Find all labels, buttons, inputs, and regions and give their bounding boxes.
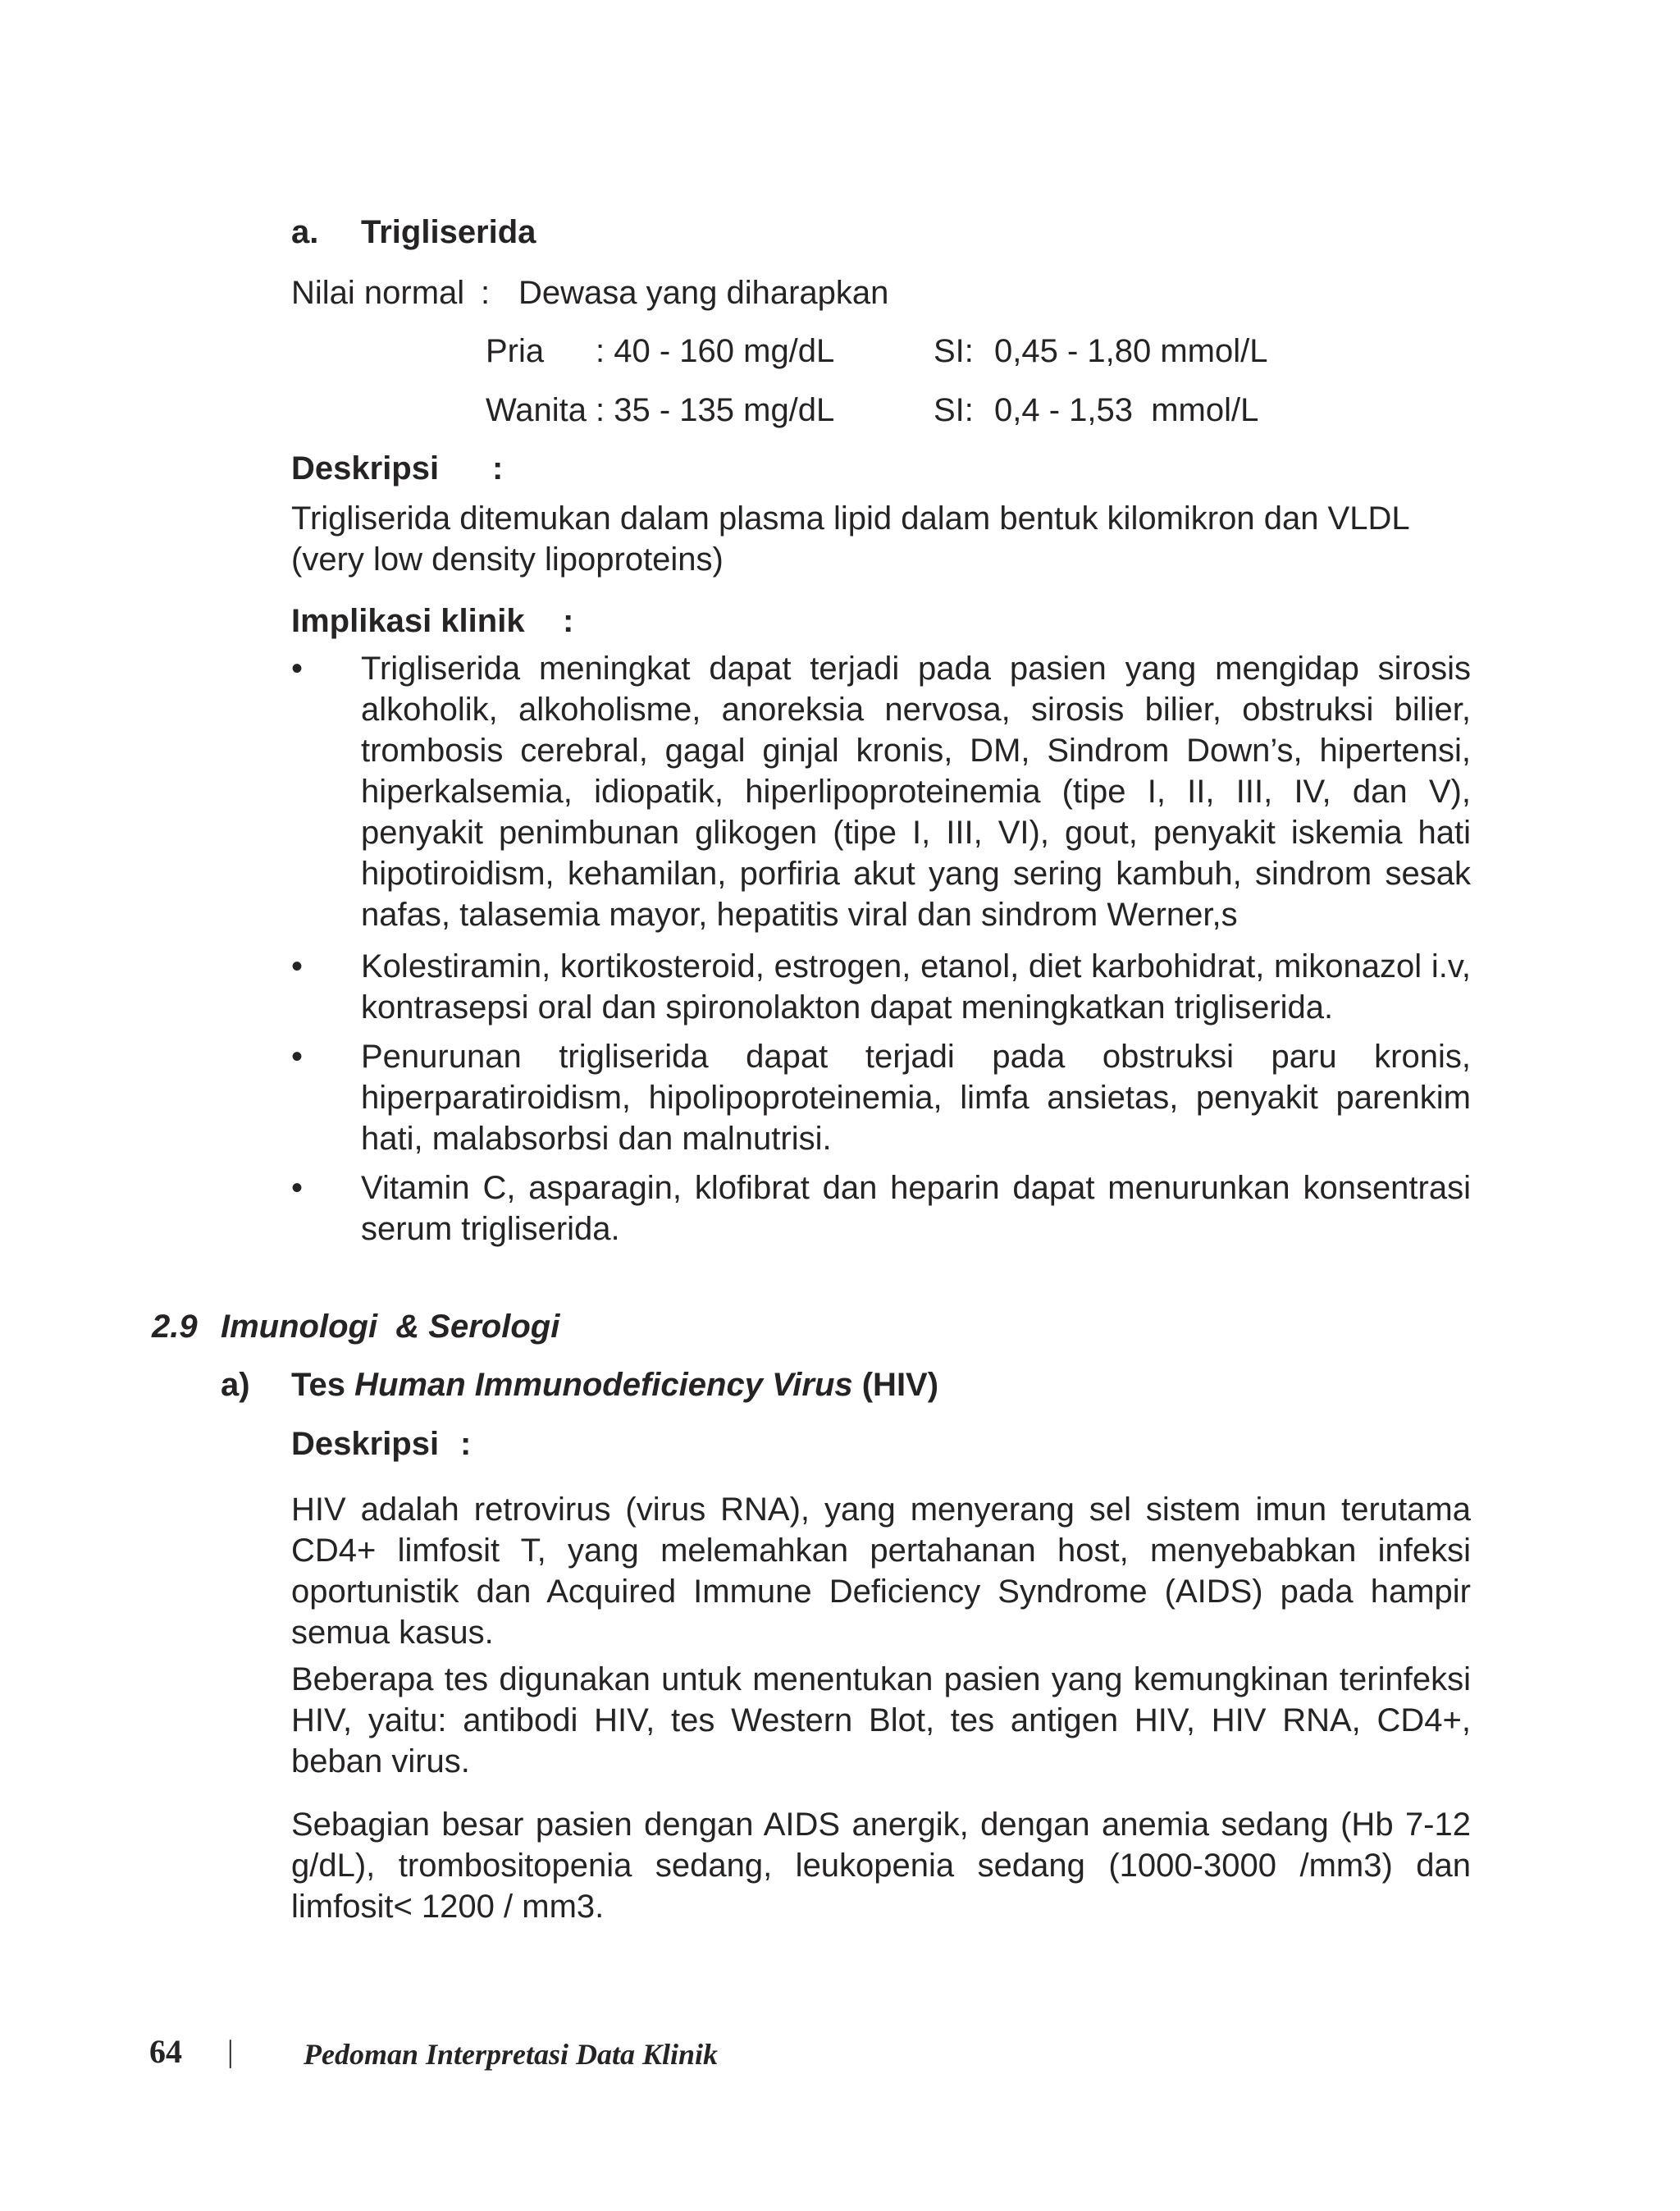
description-colon: : [492,450,504,487]
subsection-title-suffix: (HIV) [852,1367,939,1403]
section-a-title: Trigliserida [361,214,536,250]
bullet-icon: • [291,1170,304,1206]
page-number: 64 [149,2033,182,2070]
reference-row-pria [0,331,1680,372]
subsection-title [291,1364,938,1405]
reference-row-si-label: SI: [934,333,974,369]
description-heading: Deskripsi [291,450,440,487]
section-title: Imunologi & Serologi [221,1309,560,1345]
reference-row-si-value: 0,4 - 1,53 mmol/L [994,392,1259,428]
hiv-description-heading: Deskripsi [291,1426,440,1462]
reference-row-si-label: SI: [934,392,974,428]
bullet-item: Penurunan trigliserida dapat terjadi pada obstruksi paru kronis, hiperparatiroidism, hipolipoproteinemia, limfa ansietas, penyakit parenkim hati, malabsorbsi dan malnutrisi. [361,1039,1471,1157]
section-number: 2.9 [152,1309,198,1345]
subsection-title-italic: Human Immunodeficiency Virus [354,1367,853,1403]
bullet-item: Trigliserida meningkat dapat terjadi pada pasien yang mengidap sirosis alkoholik, alkoholisme, anoreksia nervosa, sirosis bilier, obstruksi bilier, trombosis cerebral, gagal ginjal kronis, DM, Sindrom Down’s, hipertensi, hiperkalsemia, idiopatik, hiperlipoproteinemia (tipe I, II, III, IV, dan V), penyakit penimbunan glikogen (tipe I, III, VI), gout, penyakit iskemia hati hipotiroidism, kehamilan, porfiria akut yang sering kambuh, sindrom sesak nafas, talasemia mayor, hepatitis viral dan sindrom Werner,s [361,651,1471,933]
reference-row-value: : 40 - 160 mg/dL [596,333,835,369]
reference-row-wanita [0,390,1680,431]
hiv-paragraph: Sebagian besar pasien dengan AIDS anergik, dengan anemia sedang (Hb 7-12 g/dL), trombositopenia sedang, leukopenia sedang (1000-3000 /mm3) dan limfosit< 1200 / mm3. [291,1807,1471,1925]
bullet-item: Kolestiramin, kortikosteroid, estrogen, etanol, diet karbohidrat, mikonazol i.v, kontrasepsi oral dan spironolakton dapat meningkatkan trigliserida. [361,948,1471,1026]
bullet-icon: • [291,651,304,687]
bullet-item: Vitamin C, asparagin, klofibrat dan heparin dapat menurunkan konsentrasi serum trigliserida. [361,1170,1471,1247]
reference-row-label: Pria [486,333,545,369]
section-a-label: a. [291,214,319,250]
footer-separator: | [227,2035,234,2069]
reference-row-value: : 35 - 135 mg/dL [596,392,835,428]
hiv-paragraph: Beberapa tes digunakan untuk menentukan pasien yang kemungkinan terinfeksi HIV, yaitu: antibodi HIV, tes Western Blot, tes antigen HIV, HIV RNA, CD4+, beban virus. [291,1661,1471,1779]
reference-row-si-value: 0,45 - 1,80 mmol/L [994,333,1268,369]
reference-row-label: Wanita [486,392,587,428]
hiv-description-colon: : [460,1426,472,1462]
clinical-implication-colon: : [563,603,574,639]
hiv-paragraph: HIV adalah retrovirus (virus RNA), yang menyerang sel sistem imun terutama CD4+ limfosit T, yang melemahkan pertahanan host, menyebabkan infeksi oportunistik dan Acquired Immune Deficiency Syndrome (AIDS) pada hampir semua kasus. [291,1492,1471,1651]
description-text: Trigliserida ditemukan dalam plasma lipid dalam bentuk kilomikron dan VLDL (very low density lipoproteins) [291,500,1409,578]
footer-book-title: Pedoman Interpretasi Data Klinik [304,2038,719,2071]
clinical-implication-heading: Implikasi klinik [291,603,525,639]
bullet-icon: • [291,1039,304,1075]
subsection-label: a) [221,1367,250,1403]
normal-value-text: Dewasa yang diharapkan [518,275,889,311]
normal-value-colon: : [481,275,491,311]
subsection-title-prefix: Tes [291,1367,355,1403]
bullet-icon: • [291,948,304,984]
normal-value-label: Nilai normal [291,275,465,311]
